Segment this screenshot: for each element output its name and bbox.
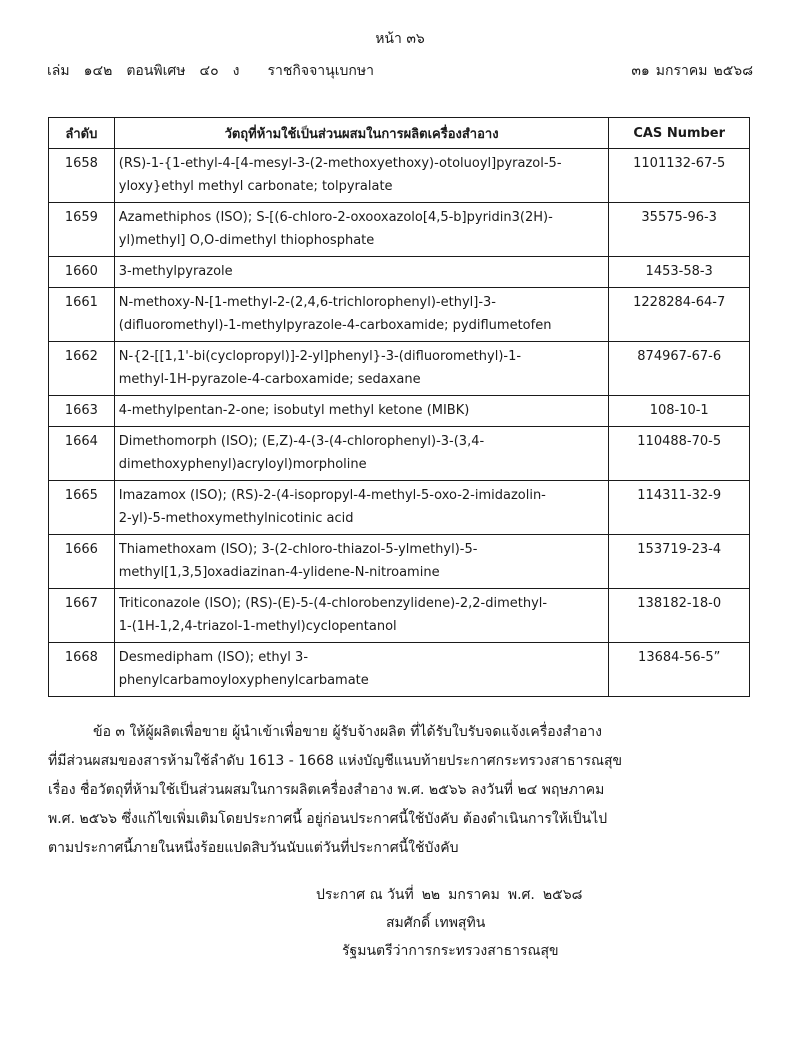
table-row bbox=[49, 342, 750, 396]
substance-name-line: Thiamethoxam (ISO); 3-(2-chloro-thiazol-5-ylmethyl)-5- bbox=[118, 542, 478, 557]
row-substance-name bbox=[114, 589, 609, 643]
gazette-date bbox=[625, 60, 753, 82]
row-order-number: 1664 bbox=[49, 427, 115, 481]
table-row bbox=[49, 427, 750, 481]
substance-name-line: yl)methyl] O,O-dimethyl thiophosphate bbox=[118, 233, 375, 248]
row-order-number: 1665 bbox=[49, 481, 115, 535]
row-substance-name bbox=[114, 149, 609, 203]
row-order-number: 1663 bbox=[49, 396, 115, 427]
date-day: ๓๑ bbox=[631, 63, 650, 79]
announced-month: มกราคม bbox=[448, 887, 500, 903]
row-order-number: 1661 bbox=[49, 288, 115, 342]
table-row bbox=[49, 257, 750, 288]
substance-name-line: Imazamox (ISO); (RS)-2-(4-isopropyl-4-methyl-5-oxo-2-imidazolin- bbox=[118, 488, 546, 503]
row-cas-number: 108-10-1 bbox=[609, 396, 750, 427]
substance-name-line: Desmedipham (ISO); ethyl 3- bbox=[118, 650, 309, 665]
row-order-number: 1659 bbox=[49, 203, 115, 257]
substance-name-line: N-methoxy-N-[1-methyl-2-(2,4,6-trichlorophenyl)-ethyl]-3- bbox=[118, 295, 496, 310]
row-cas-number: 1101132-67-5 bbox=[609, 149, 750, 203]
table-row bbox=[49, 481, 750, 535]
substance-name-line: yloxy}ethyl methyl carbonate; tolpyralate bbox=[118, 179, 393, 194]
table-row bbox=[49, 149, 750, 203]
row-order-number: 1666 bbox=[49, 535, 115, 589]
gazette-issue bbox=[47, 60, 388, 82]
substance-name-line: Dimethomorph (ISO); (E,Z)-4-(3-(4-chlorophenyl)-3-(3,4- bbox=[118, 434, 485, 449]
page-number: หน้า ๓๖ bbox=[375, 31, 425, 47]
table-row bbox=[49, 396, 750, 427]
row-substance-name bbox=[114, 481, 609, 535]
date-year: ๒๕๖๘ bbox=[713, 63, 753, 79]
row-substance-name bbox=[114, 535, 609, 589]
row-cas-number: 153719-23-4 bbox=[609, 535, 750, 589]
row-cas-number: 114311-32-9 bbox=[609, 481, 750, 535]
paragraph-line: เรื่อง ชื่อวัตถุที่ห้ามใช้เป็นส่วนผสมในการผลิตเครื่องสำอาง พ.ศ. ๒๕๖๖ ลงวันที่ ๒๔ พฤษภาคม bbox=[48, 782, 605, 798]
substance-name-line: methyl[1,3,5]oxadiazinan-4-ylidene-N-nitroamine bbox=[118, 565, 440, 580]
column-header-substance: วัตถุที่ห้ามใช้เป็นส่วนผสมในการผลิตเครื่องสำอาง bbox=[114, 118, 609, 149]
substance-name-line: Triticonazole (ISO); (RS)-(E)-5-(4-chlorobenzylidene)-2,2-dimethyl- bbox=[118, 596, 548, 611]
section-label: ตอนพิเศษ bbox=[126, 63, 186, 79]
row-substance-name bbox=[114, 257, 609, 288]
column-header-cas: CAS Number bbox=[609, 118, 750, 149]
substance-name-line: dimethoxyphenyl)acryloyl)morpholine bbox=[118, 457, 367, 472]
announced-year: ๒๕๖๘ bbox=[542, 887, 583, 903]
section-number: ๔๐ bbox=[199, 63, 219, 79]
row-cas-number: 1453-58-3 bbox=[609, 257, 750, 288]
row-cas-number: 13684-56-5” bbox=[609, 643, 750, 697]
row-order-number: 1667 bbox=[49, 589, 115, 643]
table-row bbox=[49, 203, 750, 257]
row-substance-name bbox=[114, 643, 609, 697]
substance-name-line: 2-yl)-5-methoxymethylnicotinic acid bbox=[118, 511, 354, 526]
announced-label: ประกาศ ณ วันที่ bbox=[316, 887, 414, 903]
row-cas-number: 110488-70-5 bbox=[609, 427, 750, 481]
announced-day: ๒๒ bbox=[421, 887, 441, 903]
substance-name-line: methyl-1H-pyrazole-4-carboxamide; sedaxane bbox=[118, 372, 421, 387]
substance-name-line: 1-(1H-1,2,4-triazol-1-methyl)cyclopentanol bbox=[118, 619, 397, 634]
substance-name-line: N-{2-[[1,1'-bi(cyclopropyl)]-2-yl]phenyl}-3-(difluoromethyl)-1- bbox=[118, 349, 522, 364]
row-order-number: 1668 bbox=[49, 643, 115, 697]
row-cas-number: 138182-18-0 bbox=[609, 589, 750, 643]
table-row bbox=[49, 643, 750, 697]
row-substance-name bbox=[114, 427, 609, 481]
section-letter: ง bbox=[232, 63, 240, 79]
row-substance-name bbox=[114, 288, 609, 342]
date-month: มกราคม bbox=[655, 63, 708, 79]
table-row bbox=[49, 589, 750, 643]
substance-name-line: (difluoromethyl)-1-methylpyrazole-4-carboxamide; pydiflumetofen bbox=[118, 318, 552, 333]
row-substance-name bbox=[114, 203, 609, 257]
gazette-name: ราชกิจจานุเบกษา bbox=[267, 63, 374, 79]
signatory-title-text: รัฐมนตรีว่าการกระทรวงสาธารณสุข bbox=[342, 943, 559, 959]
substance-name-line: Azamethiphos (ISO); S-[(6-chloro-2-oxooxazolo[4,5-b]pyridin3(2H)- bbox=[118, 210, 553, 225]
signatory-name-text: สมศักดิ์ เทพสุทิน bbox=[386, 915, 486, 931]
paragraph-line: ที่มีส่วนผสมของสารห้ามใช้ลำดับ 1613 - 1668 แห่งบัญชีแนบท้ายประกาศกระทรวงสาธารณสุข bbox=[48, 753, 623, 769]
gazette-header bbox=[47, 60, 753, 80]
volume-label: เล่ม bbox=[47, 63, 70, 79]
row-cas-number: 874967-67-6 bbox=[609, 342, 750, 396]
prohibited-substances-table bbox=[48, 117, 750, 697]
clause-paragraph bbox=[48, 718, 752, 863]
table-body bbox=[49, 149, 750, 697]
row-substance-name bbox=[114, 342, 609, 396]
column-header-order: ลำดับ bbox=[49, 118, 115, 149]
table-row bbox=[49, 288, 750, 342]
row-cas-number: 1228284-64-7 bbox=[609, 288, 750, 342]
paragraph-line: ตามประกาศนี้ภายในหนึ่งร้อยแปดสิบวันนับแต่วันที่ประกาศนี้ใช้บังคับ bbox=[48, 840, 459, 856]
substance-name-line: 3-methylpyrazole bbox=[118, 264, 233, 279]
substance-name-line: (RS)-1-{1-ethyl-4-[4-mesyl-3-(2-methoxyethoxy)-otoluoyl]pyrazol-5- bbox=[118, 156, 562, 171]
volume-number: ๑๔๒ bbox=[83, 63, 113, 79]
announced-era: พ.ศ. bbox=[507, 887, 535, 903]
row-order-number: 1662 bbox=[49, 342, 115, 396]
row-order-number: 1658 bbox=[49, 149, 115, 203]
paragraph-line: พ.ศ. ๒๕๖๖ ซึ่งแก้ไขเพิ่มเติมโดยประกาศนี้ อยู่ก่อนประกาศนี้ใช้บังคับ ต้องดำเนินการให้เป็นไป bbox=[48, 811, 608, 827]
substance-name-line: 4-methylpentan-2-one; isobutyl methyl ketone (MIBK) bbox=[118, 403, 470, 418]
row-order-number: 1660 bbox=[49, 257, 115, 288]
table-row bbox=[49, 535, 750, 589]
substance-name-line: phenylcarbamoyloxyphenylcarbamate bbox=[118, 673, 369, 688]
row-substance-name bbox=[114, 396, 609, 427]
table-header-row bbox=[49, 118, 750, 149]
paragraph-line: ข้อ ๓ ให้ผู้ผลิตเพื่อขาย ผู้นำเข้าเพื่อขาย ผู้รับจ้างผลิต ที่ได้รับใบรับจดแจ้งเครื่องสำอาง bbox=[93, 724, 602, 740]
row-cas-number: 35575-96-3 bbox=[609, 203, 750, 257]
